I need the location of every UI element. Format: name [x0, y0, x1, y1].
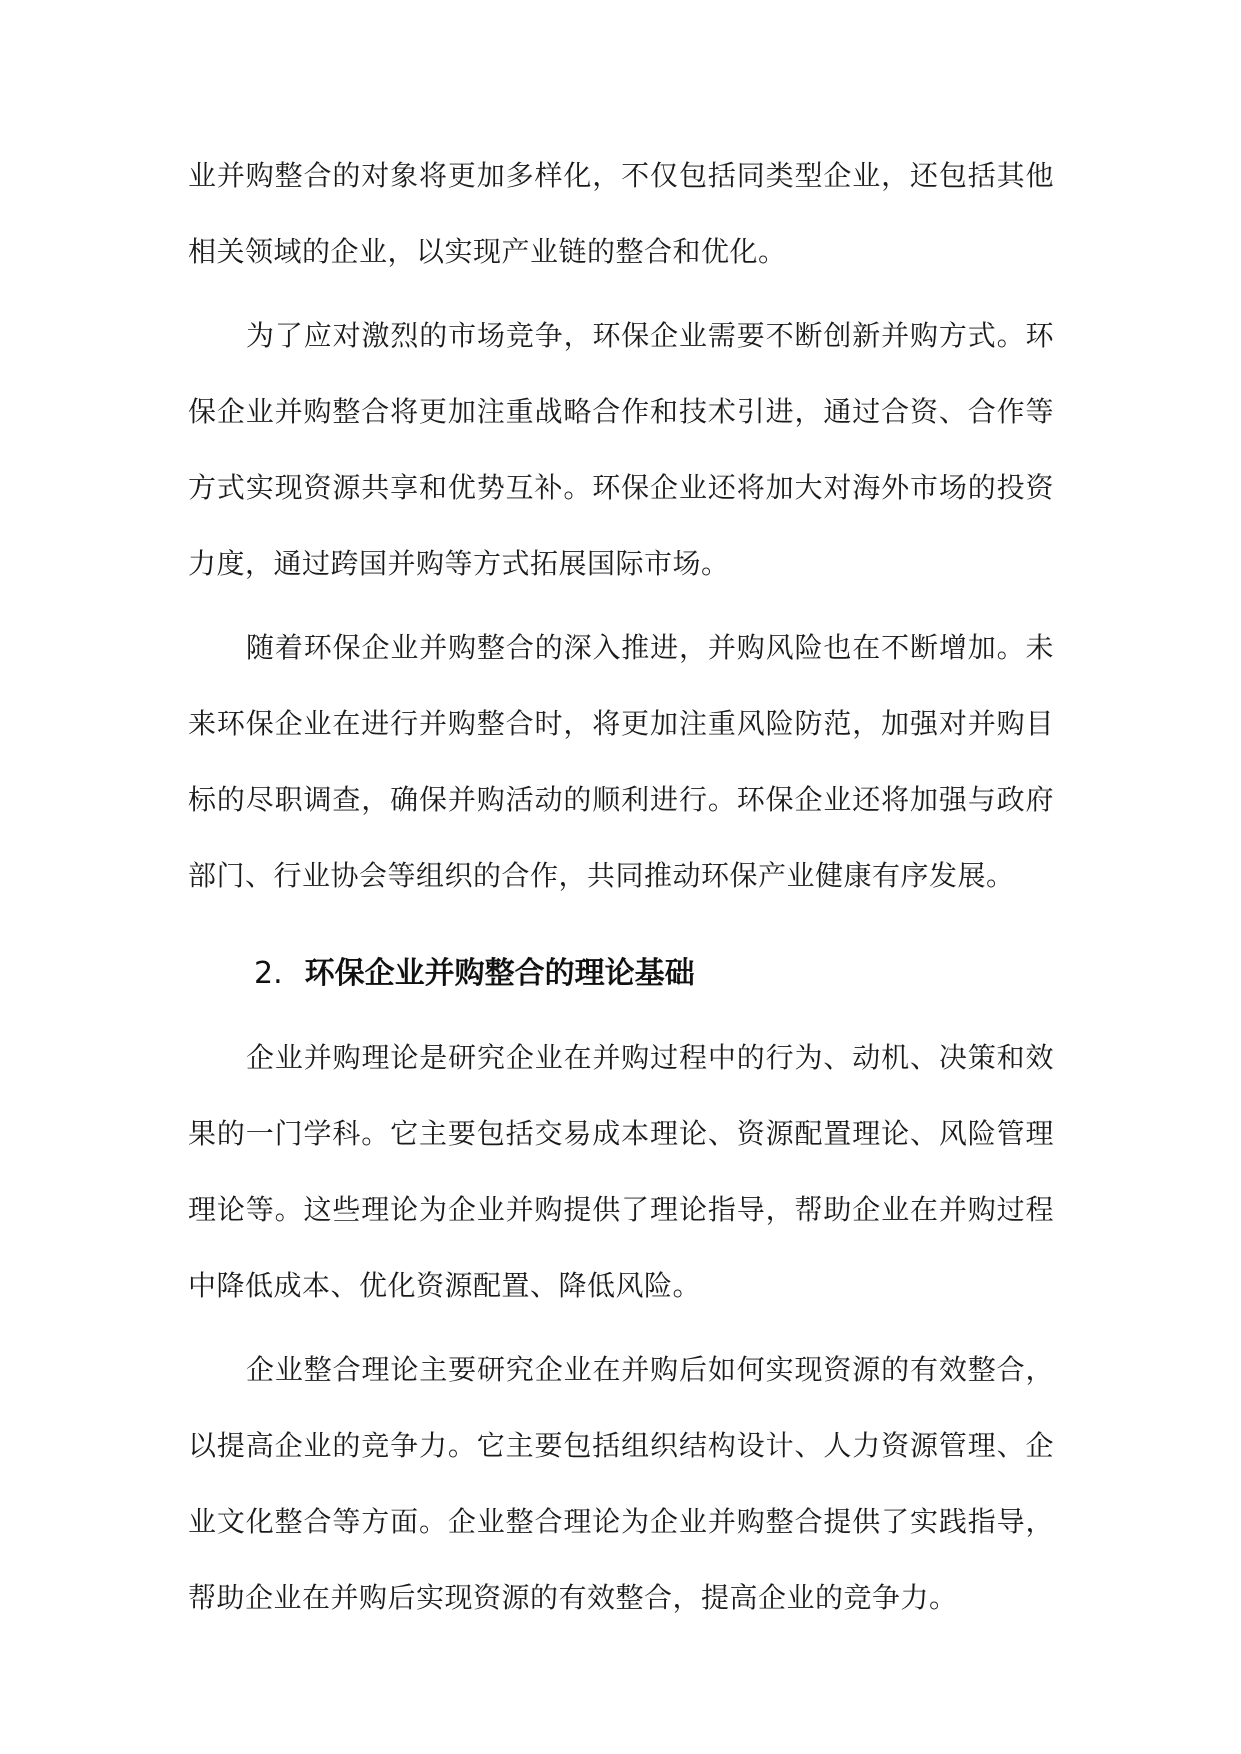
- section-title: 环保企业并购整合的理论基础: [304, 956, 695, 991]
- paragraph-merger-theory: 企业并购理论是研究企业在并购过程中的行为、动机、决策和效果的一门学科。它主要包括交易成本理论、资源配置理论、风险管理理论等。这些理论为企业并购提供了理论指导，帮助企业在并购过程中降低成本、优化资源配置、降低风险。: [188, 1041, 1054, 1302]
- paragraph-merger-risks: 随着环保企业并购整合的深入推进，并购风险也在不断增加。未来环保企业在进行并购整合时，将更加注重风险防范，加强对并购目标的尽职调查，确保并购活动的顺利进行。环保企业还将加强与政府部门、行业协会等组织的合作，共同推动环保产业健康有序发展。: [188, 631, 1054, 892]
- document-body: [188, 138, 1054, 1644]
- paragraph-continued: 业并购整合的对象将更加多样化，不仅包括同类型企业，还包括其他相关领域的企业，以实现产业链的整合和优化。: [188, 159, 1054, 268]
- paragraph-integration-theory: 企业整合理论主要研究企业在并购后如何实现资源的有效整合，以提高企业的竞争力。它主要包括组织结构设计、人力资源管理、企业文化整合等方面。企业整合理论为企业并购整合提供了实践指导，帮助企业在并购后实现资源的有效整合，提高企业的竞争力。: [188, 1353, 1054, 1614]
- paragraph-merger-methods: 为了应对激烈的市场竞争，环保企业需要不断创新并购方式。环保企业并购整合将更加注重战略合作和技术引进，通过合资、合作等方式实现资源共享和优势互补。环保企业还将加大对海外市场的投资力度，通过跨国并购等方式拓展国际市场。: [188, 319, 1054, 580]
- section-heading: [188, 936, 1054, 1012]
- section-number: 2.: [254, 956, 283, 991]
